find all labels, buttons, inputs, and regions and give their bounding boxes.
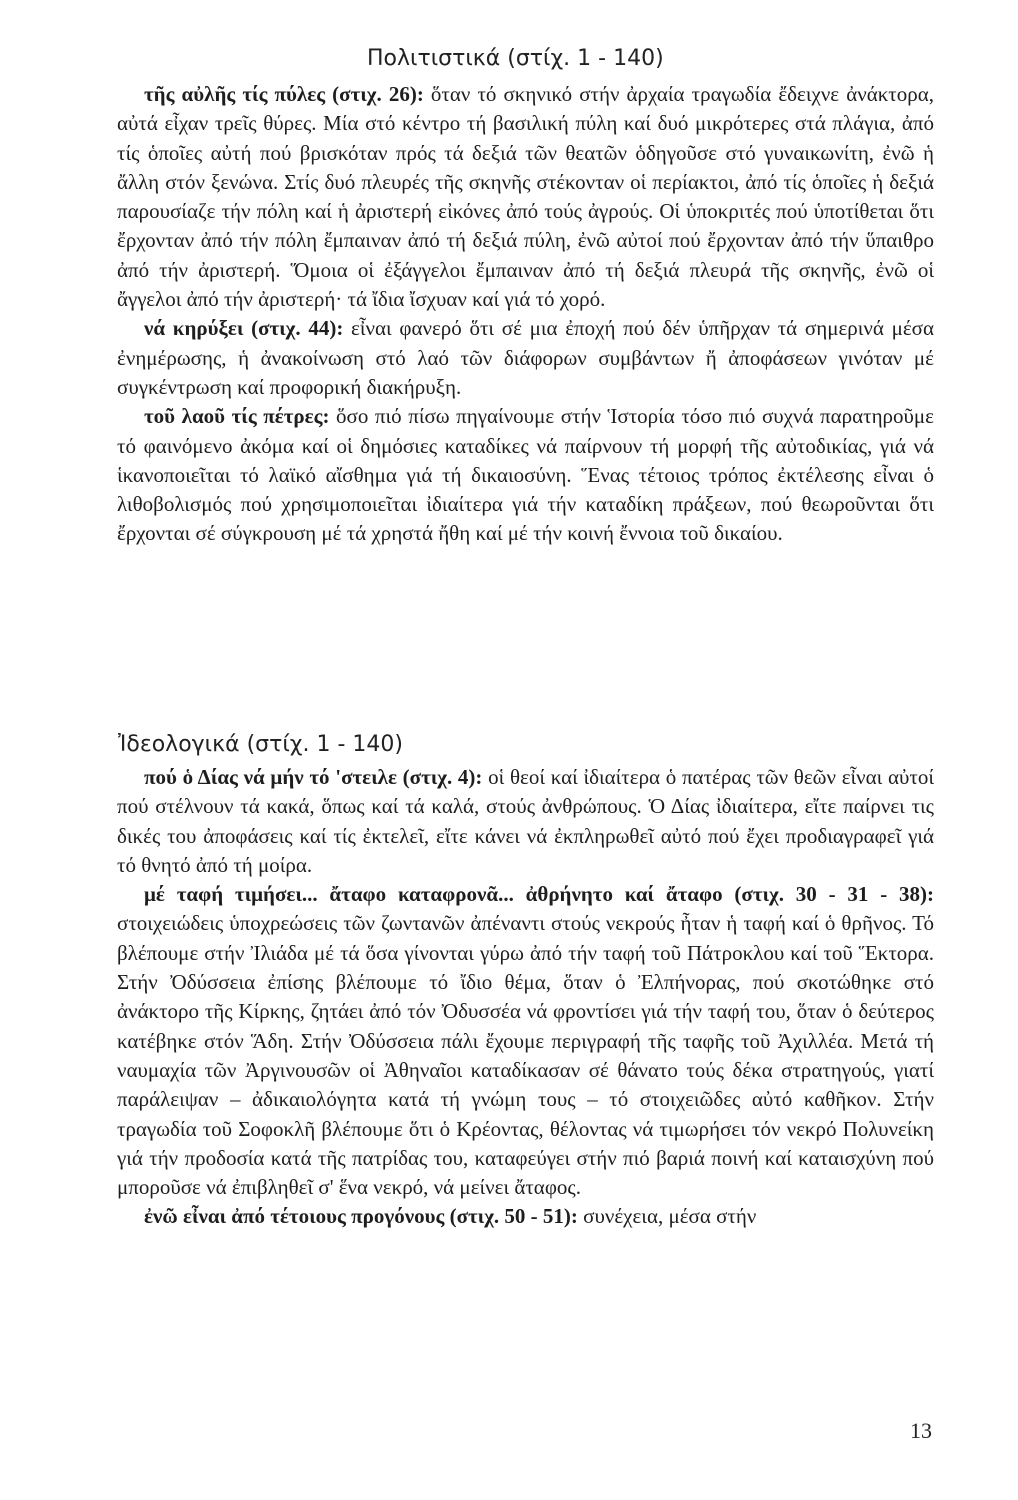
section-ideological-body [117,763,934,1232]
section-heading-cultural: Πολιτιστικά (στίχ. 1 - 140) [367,46,664,71]
gloss-term: νά κηρύξει (στιχ. 44): [144,316,344,341]
gloss-term: πού ὁ Δίας νά μήν τό 'στειλε (στιχ. 4): [144,765,483,789]
gloss-term: μέ ταφή τιμήσει... ἄταφο καταφρονᾶ... ἀθρήνητο καί ἄταφο (στιχ. 30 - 31 - 38): [144,882,934,907]
gloss-text: συνέχεια, μέσα στήν [577,1204,757,1229]
gloss-text: οἱ θεοί καί ἰδιαίτερα ὁ πατέρας τῶν θεῶν εἶναι αὐτοί πού στέλνουν τά κακά, ὅπως καί τά καλά, στούς ἀνθρώπους. Ὁ Δίας ἰδιαίτερα, εἴτε παίρνει τις δικές του ἀποφάσεις καί τίς ἐκτελεῖ, εἴτε κάνει νά ἐκπληρωθεῖ αὐτό πού ἔχει προδιαγραφεῖ γιά τό θνητό ἀπό τή μοίρα. [117,765,935,877]
gloss-text: ὅταν τό σκηνικό στήν ἀρχαία τραγωδία ἔδειχνε ἀνάκτορα, αὐτά εἶχαν τρεῖς θύρες. Μία στό κέντρο τή βασιλική πύλη καί δυό μικρότερες στά πλάγια, ἀπό τίς ὁποῖες αὐτή πού βρισκόταν πρός τά δεξιά τῶν θεατῶν ὁδηγοῦσε στό γυναικωνίτη, ἐνῶ ἡ ἄλλη στόν ξενώνα. Στίς δυό πλευρές τῆς σκηνῆς στέκονταν οἱ περίακτοι, ἀπό τίς ὁποῖες ἡ δεξιά παρουσίαζε τήν πόλη καί ἡ ἀριστερή εἰκόνες ἀπό τούς ἀγρούς. Οἱ ὑποκριτές πού ὑποτίθεται ὅτι ἔρχονταν ἀπό τήν πόλη ἔμπαιναν ἀπό τή δεξιά πύλη, ἐνῶ αὐτοί πού ἔρχονταν ἀπό τήν ὕπαιθρο ἀπό τήν ἀριστερή. Ὅμοια οἱ ἐξάγγελοι ἔμπαιναν ἀπό τή δεξιά πλευρά τῆς σκηνῆς, ἐνῶ οἱ ἄγγελοι ἀπό τήν ἀριστερή· τά ἴδια ἴσχυαν καί γιά τό χορό. [117,82,934,312]
gloss-text: στοιχειώδεις ὑποχρεώσεις τῶν ζωντανῶν ἀπέναντι στούς νεκρούς ἦταν ἡ ταφή καί ὁ θρῆνος. Τό βλέπουμε στήν Ἰλιάδα μέ τά ὅσα γίνονται γύρω ἀπό τήν ταφή τοῦ Πάτροκλου καί τοῦ Ἕκτορα. Στήν Ὀδύσσεια ἐπίσης βλέπουμε τό ἴδιο θέμα, ὅταν ὁ Ἐλπήνορας, πού σκοτώθηκε στό ἀνάκτορο τῆς Κίρκης, ζητάει ἀπό τόν Ὀδυσσέα νά φροντίσει γιά τήν ταφή του, ὅταν ὁ δεύτερος κατέβηκε στόν Ἅδη. Στήν Ὀδύσσεια πάλι ἔχουμε περιγραφή τῆς ταφῆς τοῦ Ἀχιλλέα. Μετά τή ναυμαχία τῶν Ἀργινουσῶν οἱ Ἀθηναῖοι καταδίκασαν σέ θάνατο τούς δέκα στρατηγούς, γιατί παράλειψαν – ἀδικαιολόγητα κατά τή γνώμη τους – τό στοιχειῶδες αὐτό καθῆκον. Στήν τραγωδία τοῦ Σοφοκλῆ βλέπουμε ὅτι ὁ Κρέοντας, θέλοντας νά τιμωρήσει τόν νεκρό Πολυνείκη γιά τήν προδοσία κατά τῆς πατρίδας του, καταφεύγει στήν πιό βαριά ποινή καί καταισχύνη πού μποροῦσε νά ἐπιβληθεῖ σ' ἕνα νεκρό, νά μείνει ἄταφος. [117,911,934,1200]
gloss-term: τοῦ λαοῦ τίς πέτρες: [144,404,330,429]
gloss-term: τῆς αὐλῆς τίς πύλες (στιχ. 26): [144,82,424,106]
section-heading-ideological: Ἰδεολογικά (στίχ. 1 - 140) [118,732,403,757]
gloss-entry [117,880,934,1202]
gloss-entry [117,1202,934,1231]
gloss-entry [117,763,934,880]
gloss-term: ἐνῶ εἶναι ἀπό τέτοιους προγόνους (στιχ. 50 - 51): [144,1204,578,1229]
gloss-entry [117,314,934,402]
gloss-entry [117,402,934,548]
section-cultural-body [117,80,934,549]
gloss-text: ὅσο πιό πίσω πηγαίνουμε στήν Ἱστορία τόσο πιό συχνά παρατηροῦμε τό φαινόμενο ἀκόμα καί οἱ δημόσιες καταδίκες νά παίρνουν τή μορφή τῆς αὐτοδικίας, γιά νά ἱκανοποιεῖται τό λαϊκό αἴσθημα γιά τή δικαιοσύνη. Ἕνας τέτοιος τρόπος ἐκτέλεσης εἶναι ὁ λιθοβολισμός πού χρησιμοποιεῖται ἰδιαίτερα γιά τήν καταδίκη πράξεων, πού θεωροῦνται ὅτι ἔρχονται σέ σύγκρουση μέ τά χρηστά ἤθη καί μέ τήν κοινή ἔννοια τοῦ δικαίου. [117,404,934,546]
page-number: 13 [910,1418,932,1443]
gloss-entry [117,80,934,314]
gloss-text: εἶναι φανερό ὅτι σέ μια ἐποχή πού δέν ὑπῆρχαν τά σημερινά μέσα ἐνημέρωσης, ἡ ἀνακοίνωση στό λαό τῶν διάφορων συμβάντων ἤ ἀποφάσεων γινόταν μέ συγκέντρωση καί προφορική διακήρυξη. [117,316,934,399]
